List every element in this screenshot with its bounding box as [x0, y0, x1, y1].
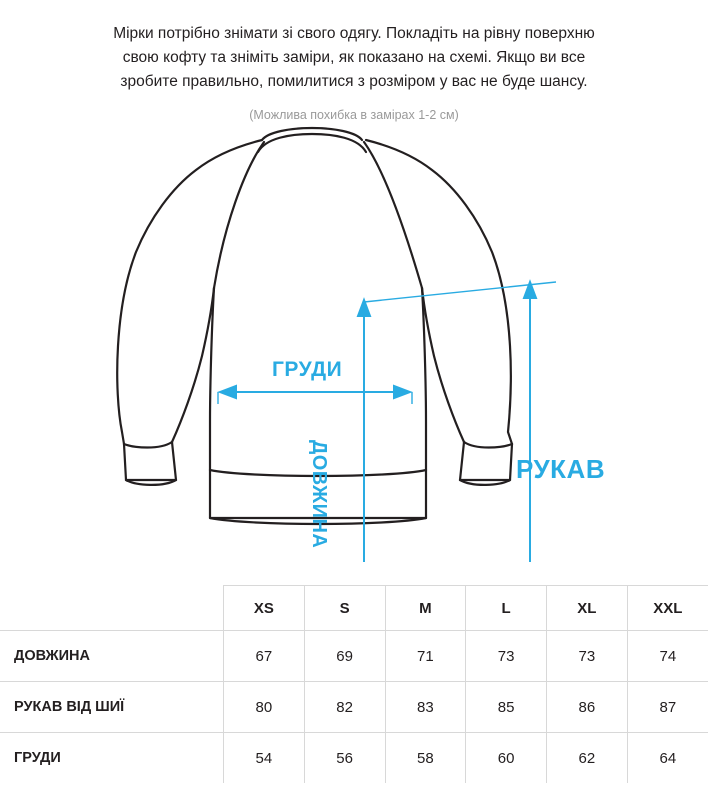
- cell-chest-xl: 62: [547, 733, 628, 784]
- cell-chest-xs: 54: [224, 733, 305, 784]
- cell-sleeve-l: 85: [466, 682, 547, 733]
- table-header-xl: XL: [547, 586, 628, 631]
- cell-length-xl: 73: [547, 631, 628, 682]
- cell-length-xxl: 74: [627, 631, 708, 682]
- cell-sleeve-s: 82: [304, 682, 385, 733]
- cell-sleeve-xl: 86: [547, 682, 628, 733]
- label-length: ДОВЖИНА: [308, 440, 330, 549]
- label-chest: ГРУДИ: [272, 358, 343, 381]
- cell-length-s: 69: [304, 631, 385, 682]
- cell-sleeve-m: 83: [385, 682, 466, 733]
- table-header-row: [0, 586, 708, 631]
- table-row: [0, 631, 708, 682]
- label-sleeve: РУКАВ: [516, 454, 606, 484]
- cell-length-xs: 67: [224, 631, 305, 682]
- row-label-sleeve: РУКАВ ВІД ШИЇ: [0, 682, 224, 733]
- intro-line-3: зробите правильно, помилитися з розміром у вас не буде шансу.: [120, 73, 588, 90]
- size-table-wrap: [0, 585, 708, 783]
- intro-note: (Можлива похибка в замірах 1-2 см): [249, 108, 459, 122]
- intro-text: [0, 0, 708, 122]
- cell-sleeve-xs: 80: [224, 682, 305, 733]
- table-header-xs: XS: [224, 586, 305, 631]
- table-header-l: L: [466, 586, 547, 631]
- cell-length-l: 73: [466, 631, 547, 682]
- table-header-blank: [0, 586, 224, 631]
- table-header-m: M: [385, 586, 466, 631]
- table-header-xxl: XXL: [627, 586, 708, 631]
- row-label-length: ДОВЖИНА: [0, 631, 224, 682]
- cell-chest-xxl: 64: [627, 733, 708, 784]
- size-table: [0, 585, 708, 783]
- table-header-s: S: [304, 586, 385, 631]
- sweatshirt-illustration: [0, 122, 708, 562]
- cell-chest-s: 56: [304, 733, 385, 784]
- table-row: [0, 733, 708, 784]
- cell-chest-m: 58: [385, 733, 466, 784]
- row-label-chest: ГРУДИ: [0, 733, 224, 784]
- cell-chest-l: 60: [466, 733, 547, 784]
- cell-sleeve-xxl: 87: [627, 682, 708, 733]
- intro-line-1: Мірки потрібно знімати зі свого одягу. Покладіть на рівну поверхню: [113, 25, 595, 42]
- intro-line-2: свою кофту та зніміть заміри, як показано на схемі. Якщо ви все: [122, 49, 586, 66]
- garment-diagram: [0, 122, 708, 562]
- table-row: [0, 682, 708, 733]
- cell-length-m: 71: [385, 631, 466, 682]
